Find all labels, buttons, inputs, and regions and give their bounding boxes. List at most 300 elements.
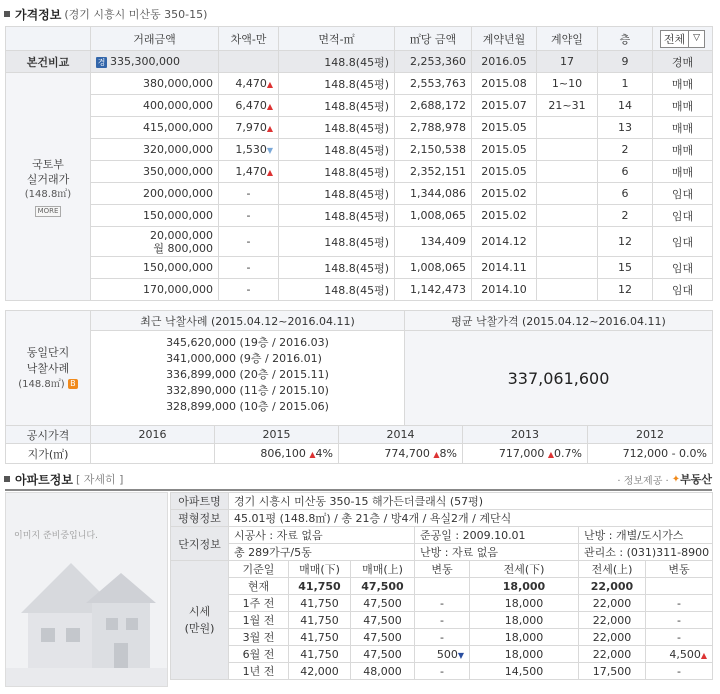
- compare-label: 본건비교: [6, 51, 91, 73]
- jeonse-change: -: [677, 596, 682, 610]
- header-filter-cell: [653, 27, 713, 51]
- row-monthly-rent: 월 800,000: [153, 241, 213, 255]
- molit-side-area: (148.8㎡): [24, 188, 72, 200]
- row-contract-ym: 2015.08: [472, 73, 537, 95]
- row-price-cell: [91, 117, 219, 139]
- row-contract-ym: 2014.11: [472, 257, 537, 279]
- row-price-cell: [91, 73, 219, 95]
- row-unit-price: 2,688,172: [395, 95, 472, 117]
- market-jeonse-change-cell: [646, 663, 713, 680]
- row-area: 148.8: [324, 187, 356, 201]
- row-floor: 6: [598, 161, 653, 183]
- row-deal-type: 매매: [653, 161, 713, 183]
- compare-ym: 2016.05: [472, 51, 537, 73]
- row-price: 380,000,000: [143, 77, 213, 90]
- provider-logo-icon: ✦: [671, 473, 681, 485]
- blog-badge-icon[interactable]: B: [68, 379, 78, 389]
- row-diff-cell: [219, 205, 279, 227]
- bullet-square-icon: [4, 11, 10, 17]
- header-diff: 차액-만: [219, 27, 279, 51]
- row-diff-cell: [219, 73, 279, 95]
- jeonse-change: -: [677, 613, 682, 627]
- apt-heating: 난방 : 자료 없음: [415, 544, 579, 561]
- row-pyeong: (45평): [355, 261, 389, 275]
- market-header-date: 기준일: [229, 561, 289, 578]
- transaction-row: [6, 183, 713, 205]
- official-label: 공시가격: [6, 426, 91, 444]
- market-header-sale-change: 변동: [415, 561, 470, 578]
- apt-image-text: 이미지 준비중입니다.: [14, 531, 98, 541]
- market-row: [171, 578, 713, 595]
- sale-change: -: [440, 596, 444, 610]
- official-year: 2014: [339, 426, 463, 444]
- official-value-cell: [588, 444, 713, 464]
- apt-name-label: 아파트명: [171, 493, 229, 510]
- row-price: 150,000,000: [143, 209, 213, 222]
- down-arrow-icon: ▼: [457, 650, 464, 660]
- type-filter-value: 전체: [663, 32, 686, 46]
- row-unit-price: 2,553,763: [395, 73, 472, 95]
- row-pyeong: (45평): [355, 187, 389, 201]
- price-section-address: (경기 시흥시 미산동 350-15): [64, 8, 208, 21]
- price-table: [5, 26, 713, 301]
- market-header-row: [171, 561, 713, 578]
- up-arrow-icon: ▲: [266, 168, 273, 177]
- up-arrow-icon: ▲: [266, 102, 273, 111]
- provider-label: · 정보제공 ·: [617, 475, 669, 487]
- row-area: 148.8: [324, 261, 356, 275]
- auction-side-area: [11, 377, 85, 393]
- official-change: 4%: [315, 447, 333, 460]
- market-label-1: 시세: [188, 605, 211, 618]
- house-icon: [6, 493, 168, 687]
- market-jeonse-low: 18,000: [470, 646, 579, 663]
- auction-side-l1: 동일단지: [26, 345, 70, 359]
- row-pyeong: (45평): [355, 77, 389, 91]
- jeonse-change: -: [677, 630, 682, 644]
- market-sale-change-cell: [415, 663, 470, 680]
- row-contract-day: [537, 117, 598, 139]
- more-button[interactable]: MORE: [35, 206, 62, 217]
- auction-header-row: [6, 311, 713, 331]
- market-sale-low: 41,750: [289, 612, 351, 629]
- auction-side-l3: (148.8㎡): [18, 378, 65, 390]
- row-contract-day: [537, 139, 598, 161]
- row-floor: 15: [598, 257, 653, 279]
- row-diff: 7,970: [235, 121, 267, 134]
- market-jeonse-change-cell: [646, 646, 713, 663]
- auction-badge-icon: 경: [97, 57, 106, 67]
- row-unit-price: 1,008,065: [395, 205, 472, 227]
- bullet-square-icon: [4, 476, 10, 482]
- row-floor: 14: [598, 95, 653, 117]
- transaction-row: [6, 117, 713, 139]
- row-diff-cell: [219, 95, 279, 117]
- market-sale-low: 42,000: [289, 663, 351, 680]
- official-change: 0.7%: [554, 447, 582, 460]
- row-price: 170,000,000: [143, 283, 213, 296]
- row-pyeong: (45평): [355, 165, 389, 179]
- row-price: 400,000,000: [143, 99, 213, 112]
- market-header-jeonse-change: 변동: [646, 561, 713, 578]
- row-contract-ym: 2015.02: [472, 205, 537, 227]
- row-area: 148.8: [324, 209, 356, 223]
- row-pyeong: (45평): [355, 121, 389, 135]
- apt-name-value: 경기 시흥시 미산동 350-15 해가든더클래식 (57평): [229, 493, 713, 510]
- market-sale-change-cell: [415, 595, 470, 612]
- row-diff: -: [246, 261, 251, 274]
- row-diff: -: [246, 235, 251, 248]
- official-change: 8%: [439, 447, 457, 460]
- official-value: 806,100: [260, 447, 306, 460]
- row-diff: 4,470: [235, 77, 267, 90]
- row-unit-price: 2,352,151: [395, 161, 472, 183]
- market-jeonse-high: 22,000: [579, 646, 646, 663]
- jeonse-change: 4,500: [669, 647, 701, 661]
- row-price: 150,000,000: [143, 261, 213, 274]
- compare-diff: [219, 51, 279, 73]
- row-price-cell: [91, 95, 219, 117]
- sale-change: -: [440, 664, 444, 678]
- row-floor: 12: [598, 227, 653, 257]
- official-value: 774,700: [384, 447, 430, 460]
- row-price-cell: [91, 183, 219, 205]
- official-year: 2015: [215, 426, 339, 444]
- market-jeonse-low: 18,000: [470, 629, 579, 646]
- transaction-row: [6, 205, 713, 227]
- market-row: [171, 663, 713, 680]
- market-date: 1주 전: [229, 595, 289, 612]
- market-label-2: (만원): [184, 622, 215, 635]
- row-price: 20,000,000: [150, 228, 213, 242]
- official-value-cell: [91, 444, 215, 464]
- header-blank: [6, 27, 91, 51]
- market-date: 6월 전: [229, 646, 289, 663]
- up-arrow-icon: ▲: [433, 450, 440, 459]
- row-diff-cell: [219, 117, 279, 139]
- row-area: 148.8: [324, 77, 356, 91]
- type-filter-select[interactable]: [660, 30, 705, 48]
- row-area: 148.8: [324, 283, 356, 297]
- apt-households: 총 289가구/5동: [229, 544, 415, 561]
- market-row: [171, 612, 713, 629]
- market-jeonse-change-cell: [646, 629, 713, 646]
- provider-name[interactable]: 부동산: [680, 473, 712, 486]
- official-value-cell: [215, 444, 339, 464]
- row-unit-price: 134,409: [395, 227, 472, 257]
- apt-office: 관리소 : (031)311-8900: [579, 544, 713, 561]
- market-header-jeonse-low: 전세(下): [470, 561, 579, 578]
- row-contract-day: [537, 205, 598, 227]
- price-table-header: [6, 27, 713, 51]
- info-provider: [617, 471, 712, 487]
- market-date: 현재: [229, 578, 289, 595]
- official-price-table: [5, 425, 713, 464]
- row-price-cell: [91, 161, 219, 183]
- apt-completion: 준공일 : 2009.10.01: [415, 527, 579, 544]
- market-header-sale-low: 매매(下): [289, 561, 351, 578]
- row-unit-price: 1,142,473: [395, 279, 472, 301]
- row-price: 350,000,000: [143, 165, 213, 178]
- market-jeonse-high: 22,000: [579, 629, 646, 646]
- header-contract-ym: 계약년월: [472, 27, 537, 51]
- price-section-header: [4, 6, 207, 22]
- row-deal-type: 매매: [653, 117, 713, 139]
- molit-side-l2: 실거래가: [26, 172, 70, 186]
- apt-complex-label: 단지정보: [171, 527, 229, 561]
- compare-row: [6, 51, 713, 73]
- row-diff: -: [246, 283, 251, 296]
- up-arrow-icon: ▲: [266, 124, 273, 133]
- row-price: 415,000,000: [143, 121, 213, 134]
- market-jeonse-change-cell: [646, 578, 713, 595]
- up-arrow-icon: ▲: [547, 450, 555, 459]
- market-date: 1월 전: [229, 612, 289, 629]
- sale-change: 500: [436, 647, 458, 661]
- row-area: 148.8: [324, 165, 356, 179]
- market-sale-low: 41,750: [289, 595, 351, 612]
- compare-pyeong: (45평): [355, 55, 389, 69]
- row-deal-type: 임대: [653, 227, 713, 257]
- market-sale-low: 41,750: [289, 578, 351, 595]
- apt-complex-row-2: [171, 544, 713, 561]
- compare-unit: 2,253,360: [395, 51, 472, 73]
- row-contract-ym: 2015.05: [472, 161, 537, 183]
- row-area-cell: [279, 227, 395, 257]
- row-floor: 6: [598, 183, 653, 205]
- row-deal-type: 매매: [653, 73, 713, 95]
- official-value-cell: [463, 444, 588, 464]
- apt-name-row: [171, 493, 713, 510]
- row-price-cell: [91, 139, 219, 161]
- market-jeonse-change-cell: [646, 612, 713, 629]
- row-floor: 13: [598, 117, 653, 139]
- row-floor: 2: [598, 139, 653, 161]
- market-label: [171, 561, 229, 680]
- row-area-cell: [279, 117, 395, 139]
- official-value: 717,000: [498, 447, 545, 460]
- market-sale-low: 41,750: [289, 646, 351, 663]
- row-area: 148.8: [324, 121, 356, 135]
- compare-area: 148.8: [324, 55, 356, 69]
- molit-side-l1: 국토부: [32, 157, 64, 171]
- market-sale-low: 41,750: [289, 629, 351, 646]
- recent-case-item: 328,899,000 (10층 / 2015.06): [166, 400, 329, 413]
- row-contract-ym: 2014.10: [472, 279, 537, 301]
- apt-detail-link[interactable]: [ 자세히 ]: [75, 473, 124, 486]
- apt-plan-row: [171, 510, 713, 527]
- apt-plan-value: 45.01평 (148.8㎡) / 총 21층 / 방4개 / 욕실2개 / 계단식: [229, 510, 713, 527]
- row-contract-ym: 2015.02: [472, 183, 537, 205]
- compare-floor: 9: [598, 51, 653, 73]
- market-jeonse-low: 18,000: [470, 578, 579, 595]
- row-floor: 2: [598, 205, 653, 227]
- row-pyeong: (45평): [355, 235, 389, 249]
- header-floor: 층: [598, 27, 653, 51]
- row-contract-ym: 2014.12: [472, 227, 537, 257]
- recent-case-item: 336,899,000 (20층 / 2015.11): [166, 368, 329, 381]
- row-contract-day: [537, 161, 598, 183]
- official-year: 2016: [91, 426, 215, 444]
- row-deal-type: 임대: [653, 183, 713, 205]
- compare-price: 335,300,000: [110, 55, 180, 68]
- header-area: 면적-㎡: [279, 27, 395, 51]
- row-pyeong: (45평): [355, 99, 389, 113]
- apt-section-title: 아파트정보: [15, 472, 73, 487]
- row-floor: 1: [598, 73, 653, 95]
- recent-cases-list: [91, 331, 405, 427]
- market-sale-high: 47,500: [351, 629, 415, 646]
- market-sale-high: 48,000: [351, 663, 415, 680]
- apt-section-header: [4, 471, 123, 487]
- down-arrow-icon: ▼: [266, 146, 273, 155]
- row-price: 320,000,000: [143, 143, 213, 156]
- sale-change: -: [440, 630, 444, 644]
- official-change: - 0.0%: [671, 447, 707, 460]
- market-sale-change-cell: [415, 612, 470, 629]
- row-contract-day: [537, 183, 598, 205]
- row-contract-day: 21~31: [537, 95, 598, 117]
- row-pyeong: (45평): [355, 209, 389, 223]
- market-jeonse-high: 22,000: [579, 612, 646, 629]
- apt-image-placeholder: [5, 492, 168, 687]
- market-jeonse-high: 17,500: [579, 663, 646, 680]
- row-area: 148.8: [324, 235, 356, 249]
- row-deal-type: 임대: [653, 279, 713, 301]
- row-unit-price: 1,344,086: [395, 183, 472, 205]
- chevron-down-icon[interactable]: ▽: [688, 31, 704, 47]
- market-header-sale-high: 매매(上): [351, 561, 415, 578]
- transaction-row: [6, 279, 713, 301]
- row-unit-price: 2,788,978: [395, 117, 472, 139]
- row-price: 200,000,000: [143, 187, 213, 200]
- row-area-cell: [279, 183, 395, 205]
- official-values-row: [6, 444, 713, 464]
- row-diff: -: [246, 187, 251, 200]
- row-contract-ym: 2015.05: [472, 117, 537, 139]
- row-price-cell: [91, 205, 219, 227]
- market-header-jeonse-high: 전세(上): [579, 561, 646, 578]
- compare-type: 경매: [653, 51, 713, 73]
- transaction-row: [6, 257, 713, 279]
- market-date: 3월 전: [229, 629, 289, 646]
- auction-table: [5, 310, 713, 427]
- market-jeonse-low: 18,000: [470, 612, 579, 629]
- molit-side-label: [6, 73, 91, 301]
- row-diff-cell: [219, 139, 279, 161]
- up-arrow-icon: ▲: [309, 450, 316, 459]
- apt-section-divider: [5, 489, 712, 491]
- row-price-cell: [91, 227, 219, 257]
- market-sale-high: 47,500: [351, 595, 415, 612]
- row-deal-type: 임대: [653, 257, 713, 279]
- transaction-row: [6, 161, 713, 183]
- recent-case-item: 332,890,000 (11층 / 2015.10): [166, 384, 329, 397]
- row-price-cell: [91, 279, 219, 301]
- row-diff-cell: [219, 257, 279, 279]
- transaction-row: [6, 73, 713, 95]
- auction-side-l2: 낙찰사례: [26, 361, 70, 375]
- sale-change: -: [440, 613, 444, 627]
- row-pyeong: (45평): [355, 283, 389, 297]
- transaction-row: [6, 227, 713, 257]
- official-header-row: [6, 426, 713, 444]
- row-area-cell: [279, 161, 395, 183]
- jeonse-change: -: [677, 664, 682, 678]
- market-jeonse-high: 22,000: [579, 578, 646, 595]
- market-jeonse-low: 18,000: [470, 595, 579, 612]
- row-area-cell: [279, 279, 395, 301]
- row-deal-type: 임대: [653, 205, 713, 227]
- avg-price-title: 평균 낙찰가격 (2015.04.12~2016.04.11): [405, 311, 713, 331]
- row-deal-type: 매매: [653, 95, 713, 117]
- row-contract-ym: 2015.07: [472, 95, 537, 117]
- recent-case-item: 341,000,000 (9층 / 2016.01): [166, 352, 322, 365]
- row-diff-cell: [219, 227, 279, 257]
- row-diff: 6,470: [235, 99, 267, 112]
- recent-case-item: 345,620,000 (19층 / 2016.03): [166, 336, 329, 349]
- row-area-cell: [279, 95, 395, 117]
- market-row: [171, 646, 713, 663]
- row-area: 148.8: [324, 99, 356, 113]
- market-sale-high: 47,500: [351, 578, 415, 595]
- market-row: [171, 629, 713, 646]
- row-pyeong: (45평): [355, 143, 389, 157]
- header-contract-day: 계약일: [537, 27, 598, 51]
- row-diff: -: [246, 209, 251, 222]
- recent-cases-title: 최근 낙찰사례 (2015.04.12~2016.04.11): [91, 311, 405, 331]
- market-jeonse-low: 14,500: [470, 663, 579, 680]
- row-diff-cell: [219, 183, 279, 205]
- compare-day: 17: [537, 51, 598, 73]
- price-section-title: 가격정보: [15, 7, 62, 22]
- apt-complex-row-1: [171, 527, 713, 544]
- header-unit-price: ㎡당 금액: [395, 27, 472, 51]
- row-contract-day: [537, 257, 598, 279]
- row-deal-type: 매매: [653, 139, 713, 161]
- official-year: 2012: [588, 426, 713, 444]
- apt-builder: 시공사 : 자료 없음: [229, 527, 415, 544]
- row-unit-price: 1,008,065: [395, 257, 472, 279]
- row-floor: 12: [598, 279, 653, 301]
- up-arrow-icon: ▲: [266, 80, 273, 89]
- market-sale-change-cell: [415, 629, 470, 646]
- market-jeonse-high: 22,000: [579, 595, 646, 612]
- avg-price-value: 337,061,600: [405, 331, 713, 427]
- market-jeonse-change-cell: [646, 595, 713, 612]
- row-area: 148.8: [324, 143, 356, 157]
- transaction-row: [6, 139, 713, 161]
- official-row-label: 지가(㎡): [6, 444, 91, 464]
- auction-side-label: [6, 311, 91, 427]
- market-sale-high: 47,500: [351, 646, 415, 663]
- row-contract-day: [537, 279, 598, 301]
- market-row: [171, 595, 713, 612]
- auction-body-row: [6, 331, 713, 427]
- row-contract-day: [537, 227, 598, 257]
- row-area-cell: [279, 139, 395, 161]
- market-price-body: [171, 561, 713, 680]
- market-sale-change-cell: [415, 646, 470, 663]
- header-price: 거래금액: [91, 27, 219, 51]
- market-sale-high: 47,500: [351, 612, 415, 629]
- row-area-cell: [279, 205, 395, 227]
- row-diff: 1,470: [235, 165, 267, 178]
- transaction-row: [6, 95, 713, 117]
- row-contract-ym: 2015.05: [472, 139, 537, 161]
- row-price-cell: [91, 257, 219, 279]
- market-sale-change-cell: [415, 578, 470, 595]
